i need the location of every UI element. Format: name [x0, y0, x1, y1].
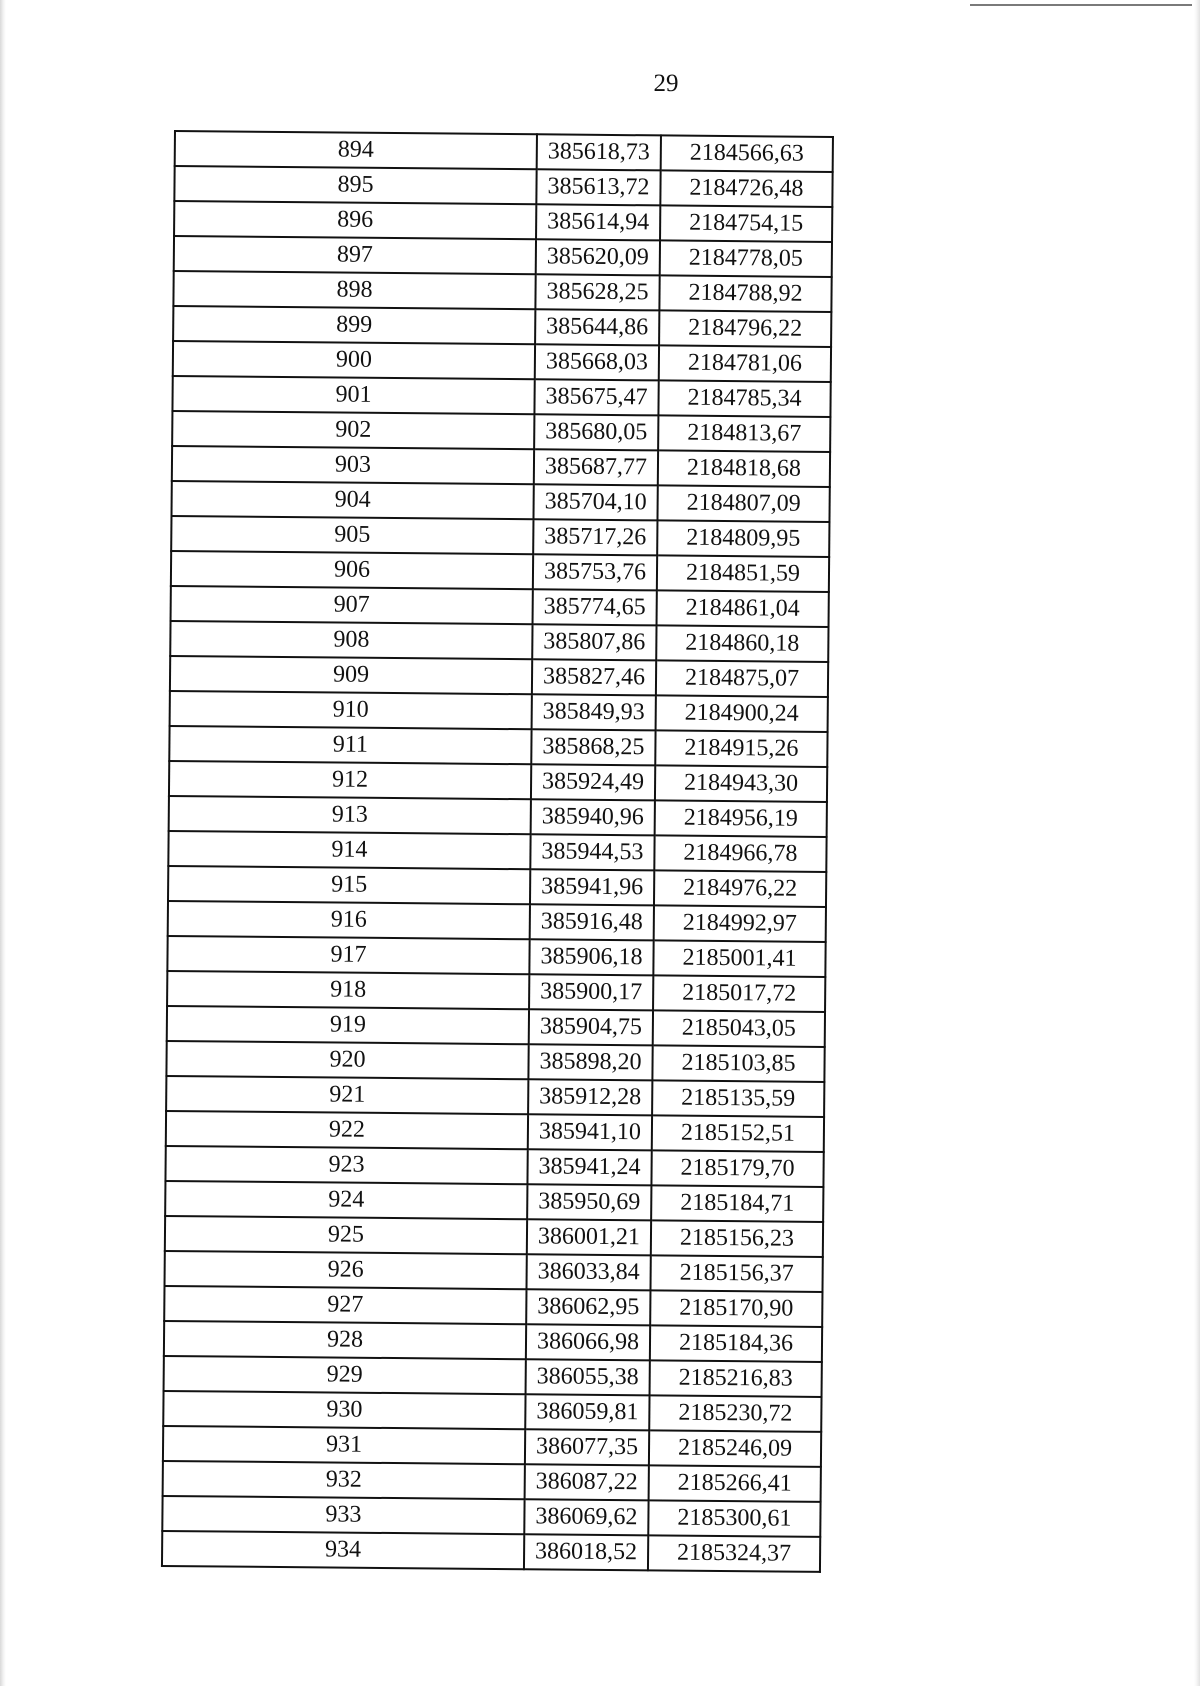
x-coordinate-cell: 385849,93: [532, 694, 656, 730]
point-number-cell: 933: [162, 1496, 524, 1534]
table-row: [170, 691, 828, 732]
point-number-cell: 909: [170, 656, 532, 694]
y-coordinate-cell: 2184785,34: [658, 380, 830, 417]
point-number-cell: 894: [175, 131, 537, 169]
y-coordinate-cell: 2184956,19: [655, 800, 827, 837]
point-number-cell: 921: [166, 1076, 528, 1114]
point-number-cell: 931: [163, 1426, 525, 1464]
point-number-cell: 898: [173, 271, 535, 309]
y-coordinate-cell: 2184778,05: [660, 240, 832, 277]
table-row: [163, 1426, 821, 1467]
table-row: [168, 831, 826, 872]
y-coordinate-cell: 2184781,06: [659, 345, 831, 382]
table-row: [163, 1391, 821, 1432]
x-coordinate-cell: 385868,25: [531, 729, 655, 765]
point-number-cell: 914: [168, 831, 530, 869]
x-coordinate-cell: 385912,28: [528, 1079, 652, 1115]
y-coordinate-cell: 2185043,05: [653, 1010, 825, 1047]
point-number-cell: 929: [164, 1356, 526, 1394]
y-coordinate-cell: 2185170,90: [650, 1290, 822, 1327]
x-coordinate-cell: 386066,98: [526, 1324, 650, 1360]
y-coordinate-cell: 2184943,30: [655, 765, 827, 802]
page-number: 29: [653, 70, 679, 97]
point-number-cell: 918: [167, 971, 529, 1009]
y-coordinate-cell: 2185135,59: [652, 1080, 824, 1117]
x-coordinate-cell: 386069,62: [524, 1499, 648, 1535]
y-coordinate-cell: 2184861,04: [657, 590, 829, 627]
table-row: [175, 131, 833, 172]
x-coordinate-cell: 385941,96: [530, 869, 654, 905]
y-coordinate-cell: 2184754,15: [660, 205, 832, 242]
table-row: [171, 481, 829, 522]
table-row: [169, 761, 827, 802]
y-coordinate-cell: 2185103,85: [652, 1045, 824, 1082]
x-coordinate-cell: 385900,17: [529, 974, 653, 1010]
point-number-cell: 927: [164, 1286, 526, 1324]
x-coordinate-cell: 385898,20: [528, 1044, 652, 1080]
point-number-cell: 903: [172, 446, 534, 484]
point-number-cell: 928: [164, 1321, 526, 1359]
table-row: [172, 411, 830, 452]
y-coordinate-cell: 2185266,41: [649, 1465, 821, 1502]
table-row: [173, 306, 831, 347]
y-coordinate-cell: 2184915,26: [655, 730, 827, 767]
table-row: [166, 1111, 824, 1152]
y-coordinate-cell: 2185216,83: [650, 1360, 822, 1397]
y-coordinate-cell: 2185152,51: [652, 1115, 824, 1152]
x-coordinate-cell: 385644,86: [535, 309, 659, 345]
y-coordinate-cell: 2185156,23: [651, 1220, 823, 1257]
x-coordinate-cell: 385687,77: [534, 449, 658, 485]
y-coordinate-cell: 2184796,22: [659, 310, 831, 347]
point-number-cell: 919: [167, 1006, 529, 1044]
x-coordinate-cell: 386062,95: [526, 1289, 650, 1325]
y-coordinate-cell: 2185300,61: [648, 1500, 820, 1537]
x-coordinate-cell: 385916,48: [530, 904, 654, 940]
table-row: [173, 271, 831, 312]
y-coordinate-cell: 2185184,36: [650, 1325, 822, 1362]
y-coordinate-cell: 2185230,72: [649, 1395, 821, 1432]
x-coordinate-cell: 385774,65: [533, 589, 657, 625]
y-coordinate-cell: 2184807,09: [657, 485, 829, 522]
y-coordinate-cell: 2184992,97: [654, 905, 826, 942]
table-row: [170, 621, 828, 662]
point-number-cell: 907: [171, 586, 533, 624]
x-coordinate-cell: 385618,73: [537, 134, 661, 170]
y-coordinate-cell: 2184900,24: [656, 695, 828, 732]
table-row: [172, 446, 830, 487]
point-number-cell: 906: [171, 551, 533, 589]
table-row: [168, 901, 826, 942]
y-coordinate-cell: 2184809,95: [657, 520, 829, 557]
point-number-cell: 897: [174, 236, 536, 274]
x-coordinate-cell: 385906,18: [529, 939, 653, 975]
table-row: [167, 1006, 825, 1047]
table-row: [174, 236, 832, 277]
x-coordinate-cell: 385941,24: [527, 1149, 651, 1185]
top-rule: [970, 4, 1192, 6]
x-coordinate-cell: 386018,52: [524, 1534, 648, 1570]
table-row: [162, 1496, 820, 1537]
scan-edge-right: [1194, 0, 1200, 1686]
table-row: [174, 166, 832, 207]
point-number-cell: 932: [163, 1461, 525, 1499]
point-number-cell: 934: [162, 1531, 524, 1569]
x-coordinate-cell: 386001,21: [527, 1219, 651, 1255]
table-row: [171, 516, 829, 557]
point-number-cell: 896: [174, 201, 536, 239]
x-coordinate-cell: 385668,03: [535, 344, 659, 380]
table-row: [168, 866, 826, 907]
table-row: [166, 1041, 824, 1082]
coordinate-table: [161, 130, 834, 1573]
table-row: [165, 1146, 823, 1187]
coordinate-table-body: [162, 131, 833, 1572]
x-coordinate-cell: 385807,86: [532, 624, 656, 660]
table-row: [173, 341, 831, 382]
table-row: [174, 201, 832, 242]
point-number-cell: 924: [165, 1181, 527, 1219]
scan-edge-left: [0, 0, 6, 1686]
point-number-cell: 913: [169, 796, 531, 834]
table-row: [172, 376, 830, 417]
point-number-cell: 922: [166, 1111, 528, 1149]
y-coordinate-cell: 2185246,09: [649, 1430, 821, 1467]
y-coordinate-cell: 2184860,18: [656, 625, 828, 662]
y-coordinate-cell: 2184813,67: [658, 415, 830, 452]
x-coordinate-cell: 385944,53: [530, 834, 654, 870]
y-coordinate-cell: 2184818,68: [658, 450, 830, 487]
y-coordinate-cell: 2184875,07: [656, 660, 828, 697]
x-coordinate-cell: 385628,25: [535, 274, 659, 310]
y-coordinate-cell: 2184566,63: [661, 135, 833, 172]
table-row: [165, 1251, 823, 1292]
table-row: [166, 1076, 824, 1117]
point-number-cell: 915: [168, 866, 530, 904]
x-coordinate-cell: 386059,81: [525, 1394, 649, 1430]
y-coordinate-cell: 2185184,71: [651, 1185, 823, 1222]
x-coordinate-cell: 385827,46: [532, 659, 656, 695]
table-row: [164, 1356, 822, 1397]
point-number-cell: 926: [165, 1251, 527, 1289]
x-coordinate-cell: 386087,22: [525, 1464, 649, 1500]
point-number-cell: 902: [172, 411, 534, 449]
x-coordinate-cell: 385940,96: [531, 799, 655, 835]
point-number-cell: 905: [171, 516, 533, 554]
point-number-cell: 904: [171, 481, 533, 519]
x-coordinate-cell: 385941,10: [528, 1114, 652, 1150]
y-coordinate-cell: 2185179,70: [651, 1150, 823, 1187]
x-coordinate-cell: 385753,76: [533, 554, 657, 590]
x-coordinate-cell: 385675,47: [534, 379, 658, 415]
y-coordinate-cell: 2185156,37: [650, 1255, 822, 1292]
point-number-cell: 912: [169, 761, 531, 799]
x-coordinate-cell: 385614,94: [536, 204, 660, 240]
y-coordinate-cell: 2184976,22: [654, 870, 826, 907]
point-number-cell: 917: [167, 936, 529, 974]
point-number-cell: 910: [170, 691, 532, 729]
table-row: [163, 1461, 821, 1502]
y-coordinate-cell: 2185001,41: [653, 940, 825, 977]
table-row: [171, 586, 829, 627]
table-row: [164, 1286, 822, 1327]
x-coordinate-cell: 385717,26: [533, 519, 657, 555]
table-row: [165, 1216, 823, 1257]
point-number-cell: 920: [166, 1041, 528, 1079]
point-number-cell: 916: [168, 901, 530, 939]
x-coordinate-cell: 385613,72: [536, 169, 660, 205]
table-row: [171, 551, 829, 592]
point-number-cell: 911: [169, 726, 531, 764]
y-coordinate-cell: 2185017,72: [653, 975, 825, 1012]
table-row: [167, 936, 825, 977]
table-row: [162, 1531, 820, 1572]
table-row: [169, 796, 827, 837]
x-coordinate-cell: 385924,49: [531, 764, 655, 800]
point-number-cell: 923: [165, 1146, 527, 1184]
x-coordinate-cell: 386033,84: [526, 1254, 650, 1290]
point-number-cell: 895: [174, 166, 536, 204]
x-coordinate-cell: 385950,69: [527, 1184, 651, 1220]
point-number-cell: 930: [163, 1391, 525, 1429]
point-number-cell: 900: [173, 341, 535, 379]
y-coordinate-cell: 2184726,48: [660, 170, 832, 207]
table-row: [165, 1181, 823, 1222]
x-coordinate-cell: 386055,38: [526, 1359, 650, 1395]
x-coordinate-cell: 385620,09: [536, 239, 660, 275]
table-row: [169, 726, 827, 767]
x-coordinate-cell: 385680,05: [534, 414, 658, 450]
point-number-cell: 908: [170, 621, 532, 659]
y-coordinate-cell: 2185324,37: [648, 1535, 820, 1572]
x-coordinate-cell: 386077,35: [525, 1429, 649, 1465]
table-row: [164, 1321, 822, 1362]
y-coordinate-cell: 2184788,92: [659, 275, 831, 312]
table-row: [170, 656, 828, 697]
y-coordinate-cell: 2184966,78: [654, 835, 826, 872]
y-coordinate-cell: 2184851,59: [657, 555, 829, 592]
point-number-cell: 901: [172, 376, 534, 414]
point-number-cell: 925: [165, 1216, 527, 1254]
table-row: [167, 971, 825, 1012]
x-coordinate-cell: 385704,10: [533, 484, 657, 520]
x-coordinate-cell: 385904,75: [529, 1009, 653, 1045]
point-number-cell: 899: [173, 306, 535, 344]
